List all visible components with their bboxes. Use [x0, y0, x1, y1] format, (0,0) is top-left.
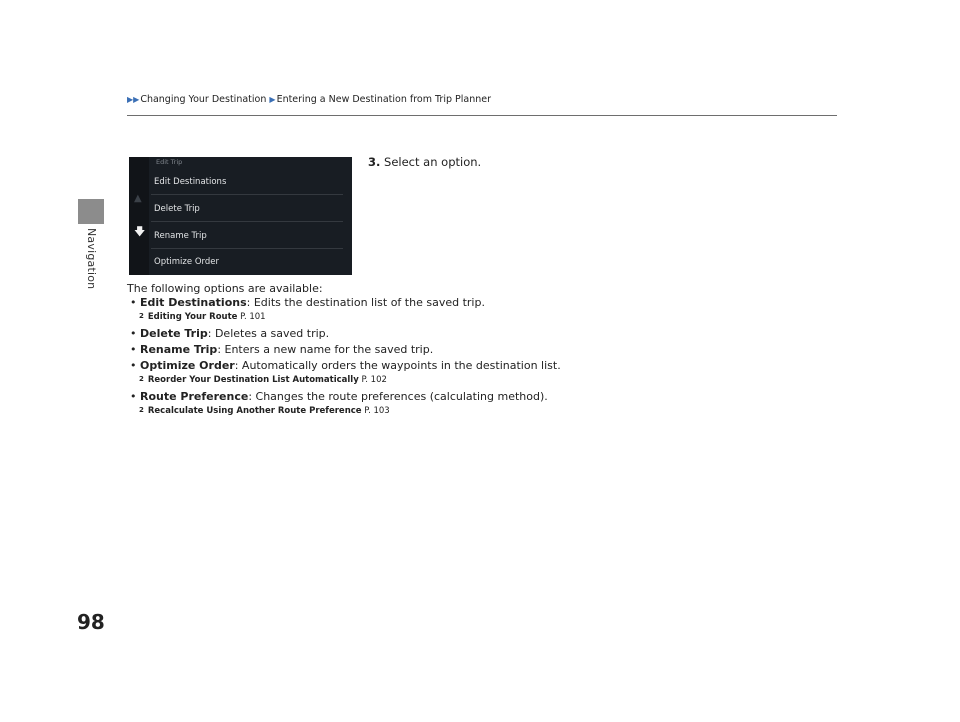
reference-page: P. 101: [240, 312, 266, 322]
option-term: Rename Trip: [140, 343, 218, 356]
bullet: •: [130, 390, 137, 403]
option-desc: : Enters a new name for the saved trip.: [217, 343, 434, 356]
option-desc: : Deletes a saved trip.: [207, 327, 330, 340]
option-edit-destinations: [130, 296, 485, 309]
menu-item-optimize-order[interactable]: Optimize Order: [154, 257, 219, 267]
option-optimize-order: [130, 359, 561, 372]
reference-arrow-icon: 2: [139, 312, 144, 320]
reference-page: P. 103: [364, 406, 390, 416]
breadcrumb-item[interactable]: Changing Your Destination: [140, 94, 267, 105]
section-tab-marker: [78, 199, 104, 224]
reference-title: Reorder Your Destination List Automatically: [147, 375, 359, 385]
menu-item-delete-trip[interactable]: Delete Trip: [151, 196, 343, 222]
reference-page: P. 102: [361, 375, 387, 385]
breadcrumb-arrow-icon: ▶▶: [127, 95, 140, 104]
bullet: •: [130, 359, 137, 372]
breadcrumb-item[interactable]: Entering a New Destination from Trip Planner: [276, 94, 491, 105]
cross-reference[interactable]: [139, 375, 387, 385]
option-delete-trip: [130, 327, 329, 340]
step-text: Select an option.: [384, 155, 482, 169]
bullet: •: [130, 327, 137, 340]
reference-title: Editing Your Route: [147, 312, 238, 322]
options-intro: The following options are available:: [127, 282, 323, 295]
menu-item-rename-trip[interactable]: Rename Trip: [151, 223, 343, 249]
bullet: •: [130, 343, 137, 356]
screen-title: Edit Trip: [156, 158, 183, 166]
option-desc: : Changes the route preferences (calculating method).: [248, 390, 548, 403]
reference-arrow-icon: 2: [139, 375, 144, 383]
option-term: Edit Destinations: [140, 296, 247, 309]
breadcrumb-arrow-icon: ▶: [269, 95, 276, 104]
option-term: Route Preference: [140, 390, 249, 403]
option-desc: : Edits the destination list of the saved trip.: [246, 296, 485, 309]
scroll-down-icon[interactable]: 🡇: [134, 225, 146, 238]
step-instruction: [368, 155, 481, 169]
option-rename-trip: [130, 343, 433, 356]
breadcrumb: [127, 94, 491, 105]
section-label: Navigation: [85, 228, 98, 290]
scroll-rail: [129, 157, 149, 275]
bullet: •: [130, 296, 137, 309]
reference-title: Recalculate Using Another Route Preference: [147, 406, 362, 416]
header-divider: [127, 115, 837, 116]
step-number: 3.: [368, 155, 381, 169]
reference-arrow-icon: 2: [139, 406, 144, 414]
cross-reference[interactable]: [139, 312, 266, 322]
option-desc: : Automatically orders the waypoints in the destination list.: [234, 359, 561, 372]
edit-trip-screen: [129, 157, 352, 275]
page-number: 98: [77, 610, 105, 634]
option-route-preference: [130, 390, 548, 403]
cross-reference[interactable]: [139, 406, 390, 416]
menu-item-edit-destinations[interactable]: Edit Destinations: [151, 169, 343, 195]
scroll-up-icon[interactable]: ▲: [134, 193, 142, 204]
option-term: Delete Trip: [140, 327, 208, 340]
option-term: Optimize Order: [140, 359, 235, 372]
